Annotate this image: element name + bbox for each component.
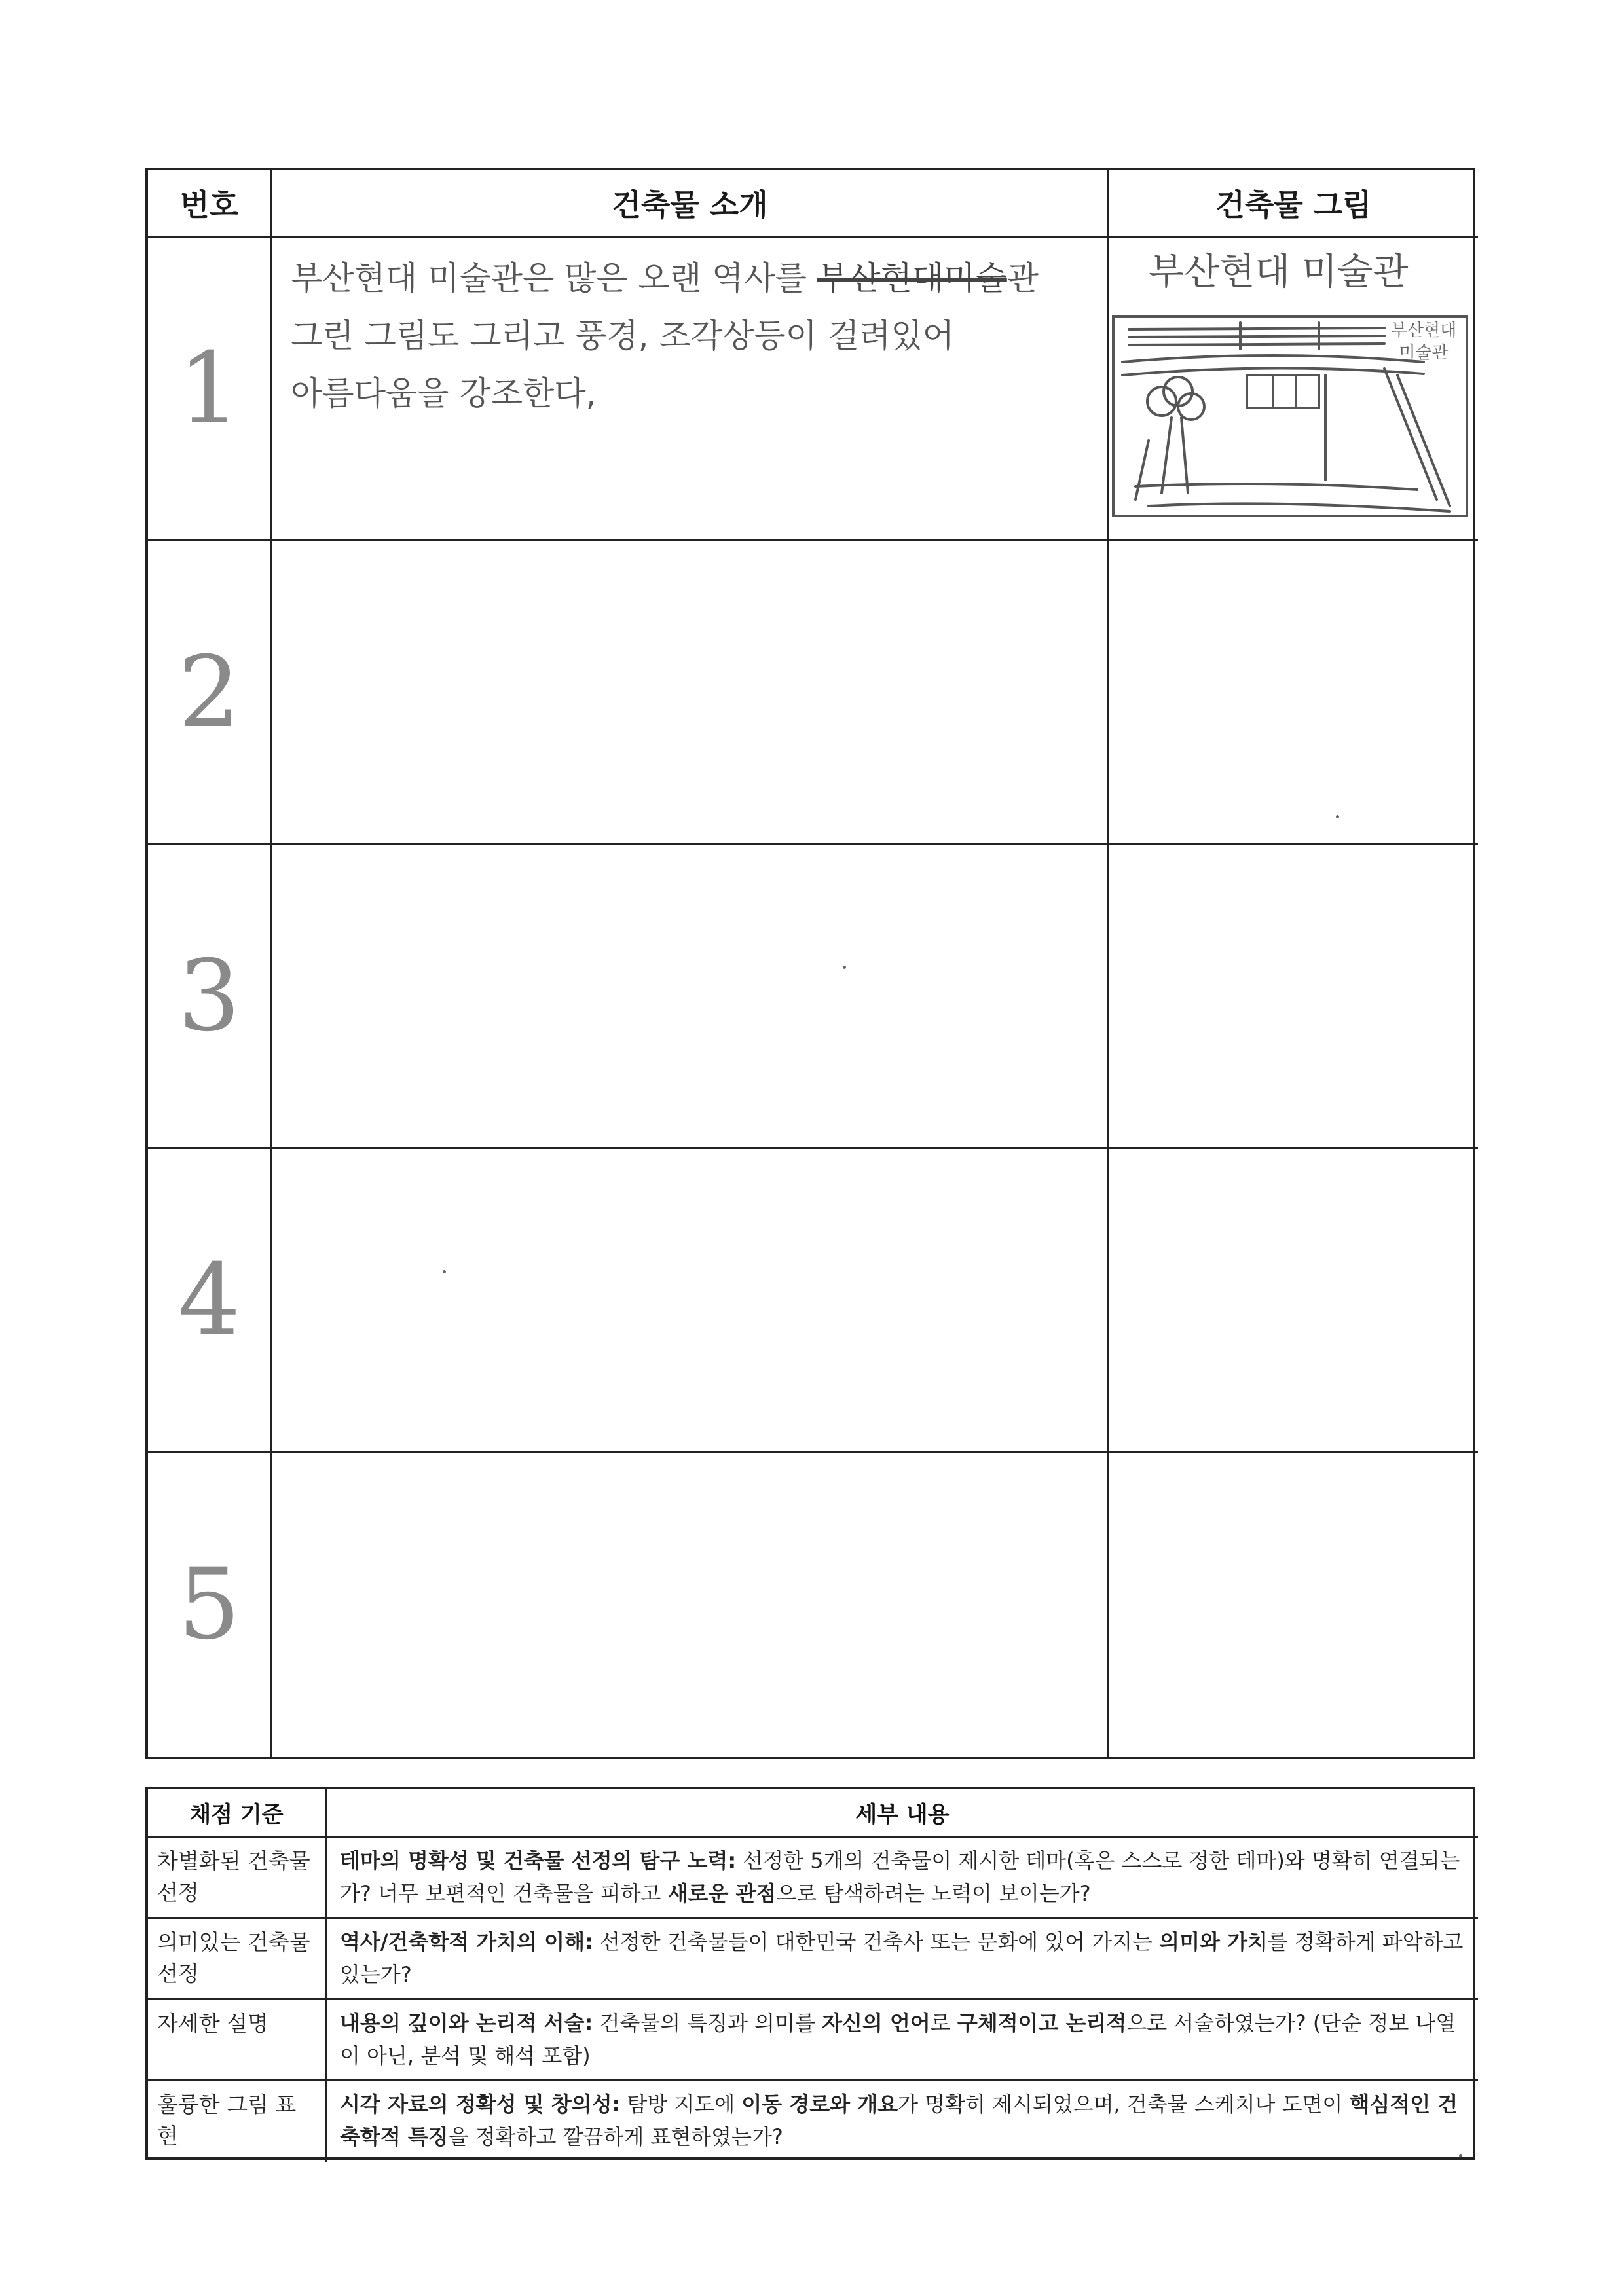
rubric-detail-3: 내용의 깊이와 논리적 서술: 건축물의 특징과 의미를 자신의 언어로 구체적이고 논리적으로 서술하였는가? (단순 정보 나열이 아닌, 분석 및 해석 포함) (327, 2000, 1478, 2081)
rubric-header-criteria: 채점 기준 (148, 1789, 327, 1838)
row-2-intro[interactable] (272, 541, 1109, 845)
row-1-number: 1 (148, 238, 272, 541)
row-4-intro[interactable] (272, 1149, 1109, 1453)
header-drawing: 건축물 그림 (1109, 170, 1478, 238)
header-number: 번호 (148, 170, 272, 238)
row-4-drawing[interactable] (1109, 1149, 1478, 1453)
rubric-table (145, 1787, 1475, 2160)
sketch-label: 부산현대 미술관 (1390, 321, 1457, 363)
building-table (145, 168, 1475, 1759)
handwritten-intro (272, 238, 1107, 422)
header-intro: 건축물 소개 (272, 170, 1109, 238)
rubric-detail-1: 테마의 명확성 및 건축물 선정의 탐구 노력: 선정한 5개의 건축물이 제시한 테마(혹은 스스로 정한 테마)와 명확히 연결되는가? 너무 보편적인 건축물을 피하고 새로운 관점으로 탐색하려는 노력이 보이는가? (327, 1838, 1478, 1919)
rubric-criteria-2: 의미있는 건축물 선정 (148, 1919, 327, 2000)
row-3-intro[interactable] (272, 845, 1109, 1149)
row-2-number: 2 (148, 541, 272, 845)
rubric-header-details: 세부 내용 (327, 1789, 1478, 1838)
struck-text: 부산현대미술 (817, 259, 1007, 297)
rubric-detail-2: 역사/건축학적 가치의 이해: 선정한 건축물들이 대한민국 건축사 또는 문화에 있어 가지는 의미와 가치를 정확하게 파악하고 있는가? (327, 1919, 1478, 2000)
row-1-intro[interactable] (272, 238, 1109, 541)
intro-line-2: 그린 그림도 그리고 풍경, 조각상등이 걸려있어 (291, 317, 955, 355)
row-4-number: 4 (148, 1149, 272, 1453)
row-5-intro[interactable] (272, 1453, 1109, 1757)
scan-speck (443, 1270, 446, 1273)
rubric-criteria-3: 자세한 설명 (148, 2000, 327, 2081)
row-3-number: 3 (148, 845, 272, 1149)
scan-speck (1336, 815, 1339, 818)
scan-speck (843, 966, 846, 969)
scan-speck (1459, 2154, 1462, 2157)
row-3-drawing[interactable] (1109, 845, 1478, 1149)
rubric-criteria-4: 훌륭한 그림 표현 (148, 2081, 327, 2162)
intro-line-1: 부산현대 미술관은 많은 오랜 역사를 부산현대미술관 (291, 259, 1039, 297)
row-1-drawing[interactable] (1109, 238, 1478, 541)
row-5-drawing[interactable] (1109, 1453, 1478, 1757)
sketch-title: 부산현대 미술관 (1149, 251, 1409, 293)
rubric-criteria-1: 차별화된 건축물 선정 (148, 1838, 327, 1919)
rubric-detail-4: 시각 자료의 정확성 및 창의성: 탐방 지도에 이동 경로와 개요가 명확히 제시되었으며, 건축물 스케치나 도면이 핵심적인 건축학적 특징을 정확하고 깔끔하게 표현하였는가? (340, 2092, 1458, 2149)
row-2-drawing[interactable] (1109, 541, 1478, 845)
intro-line-3: 아름다움을 강조한다, (291, 374, 597, 412)
row-5-number: 5 (148, 1453, 272, 1757)
